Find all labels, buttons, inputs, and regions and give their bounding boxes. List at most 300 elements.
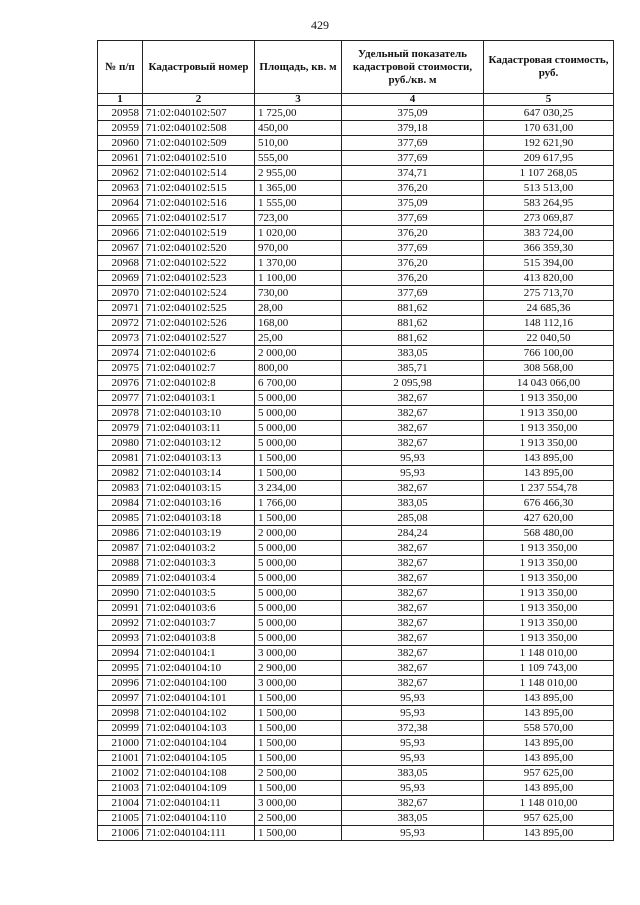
- cadastral-value-cell: 1 913 350,00: [484, 586, 614, 601]
- cadastral-number-cell: 71:02:040102:8: [143, 376, 255, 391]
- area-cell: 25,00: [255, 331, 342, 346]
- cadastral-value-cell: 1 913 350,00: [484, 631, 614, 646]
- cadastral-value-cell: 14 043 066,00: [484, 376, 614, 391]
- specific-value-cell: 95,93: [342, 781, 484, 796]
- cadastral-number-cell: 71:02:040102:514: [143, 166, 255, 181]
- table-row: [98, 676, 614, 691]
- cadastral-number-cell: 71:02:040103:19: [143, 526, 255, 541]
- row-number-cell: 20962: [98, 166, 143, 181]
- table-row: [98, 241, 614, 256]
- cadastral-number-cell: 71:02:040104:109: [143, 781, 255, 796]
- table-row: [98, 286, 614, 301]
- row-number-cell: 20983: [98, 481, 143, 496]
- area-cell: 555,00: [255, 151, 342, 166]
- cadastral-value-cell: 957 625,00: [484, 766, 614, 781]
- specific-value-cell: 376,20: [342, 181, 484, 196]
- cadastral-value-cell: 143 895,00: [484, 451, 614, 466]
- cadastral-value-cell: 1 913 350,00: [484, 616, 614, 631]
- row-number-cell: 20958: [98, 106, 143, 121]
- area-cell: 2 000,00: [255, 346, 342, 361]
- row-number-cell: 20966: [98, 226, 143, 241]
- table-row: [98, 421, 614, 436]
- table-row: [98, 226, 614, 241]
- area-cell: 5 000,00: [255, 616, 342, 631]
- cadastral-value-cell: 766 100,00: [484, 346, 614, 361]
- area-cell: 1 766,00: [255, 496, 342, 511]
- header-area: Площадь, кв. м: [255, 41, 342, 94]
- area-cell: 6 700,00: [255, 376, 342, 391]
- specific-value-cell: 374,71: [342, 166, 484, 181]
- row-number-cell: 20970: [98, 286, 143, 301]
- column-number: 2: [143, 94, 255, 106]
- row-number-cell: 20960: [98, 136, 143, 151]
- table-row: [98, 766, 614, 781]
- row-number-cell: 20986: [98, 526, 143, 541]
- specific-value-cell: 383,05: [342, 811, 484, 826]
- table-row: [98, 121, 614, 136]
- table-row: [98, 796, 614, 811]
- cadastral-value-cell: 558 570,00: [484, 721, 614, 736]
- cadastral-value-cell: 209 617,95: [484, 151, 614, 166]
- area-cell: 1 500,00: [255, 706, 342, 721]
- cadastral-value-cell: 143 895,00: [484, 826, 614, 841]
- cadastral-number-cell: 71:02:040102:508: [143, 121, 255, 136]
- cadastral-number-cell: 71:02:040103:12: [143, 436, 255, 451]
- area-cell: 510,00: [255, 136, 342, 151]
- cadastral-value-cell: 275 713,70: [484, 286, 614, 301]
- specific-value-cell: 383,05: [342, 346, 484, 361]
- table-row: [98, 661, 614, 676]
- area-cell: 2 000,00: [255, 526, 342, 541]
- cadastral-number-cell: 71:02:040103:4: [143, 571, 255, 586]
- row-number-cell: 20979: [98, 421, 143, 436]
- cadastral-number-cell: 71:02:040102:520: [143, 241, 255, 256]
- row-number-cell: 20959: [98, 121, 143, 136]
- cadastral-number-cell: 71:02:040102:527: [143, 331, 255, 346]
- column-number: 1: [98, 94, 143, 106]
- area-cell: 723,00: [255, 211, 342, 226]
- table-row: [98, 646, 614, 661]
- area-cell: 5 000,00: [255, 436, 342, 451]
- specific-value-cell: 382,67: [342, 436, 484, 451]
- specific-value-cell: 375,09: [342, 106, 484, 121]
- area-cell: 28,00: [255, 301, 342, 316]
- specific-value-cell: 385,71: [342, 361, 484, 376]
- area-cell: 5 000,00: [255, 556, 342, 571]
- table-row: [98, 496, 614, 511]
- cadastral-number-cell: 71:02:040103:2: [143, 541, 255, 556]
- row-number-cell: 20965: [98, 211, 143, 226]
- specific-value-cell: 382,67: [342, 556, 484, 571]
- specific-value-cell: 377,69: [342, 211, 484, 226]
- area-cell: 1 100,00: [255, 271, 342, 286]
- area-cell: 5 000,00: [255, 391, 342, 406]
- cadastral-number-cell: 71:02:040102:510: [143, 151, 255, 166]
- specific-value-cell: 382,67: [342, 646, 484, 661]
- row-number-cell: 20972: [98, 316, 143, 331]
- row-number-cell: 21005: [98, 811, 143, 826]
- table-row: [98, 391, 614, 406]
- row-number-cell: 20984: [98, 496, 143, 511]
- header-specific-value: Удельный показатель кадастровой стоимости, руб./кв. м: [342, 41, 484, 94]
- cadastral-value-cell: 143 895,00: [484, 466, 614, 481]
- specific-value-cell: 379,18: [342, 121, 484, 136]
- cadastral-number-cell: 71:02:040103:11: [143, 421, 255, 436]
- area-cell: 1 725,00: [255, 106, 342, 121]
- cadastral-value-table: [97, 40, 614, 841]
- table-row: [98, 826, 614, 841]
- cadastral-value-cell: 143 895,00: [484, 691, 614, 706]
- cadastral-number-cell: 71:02:040103:3: [143, 556, 255, 571]
- row-number-cell: 20995: [98, 661, 143, 676]
- row-number-cell: 20967: [98, 241, 143, 256]
- cadastral-value-cell: 647 030,25: [484, 106, 614, 121]
- area-cell: 1 500,00: [255, 511, 342, 526]
- specific-value-cell: 382,67: [342, 586, 484, 601]
- row-number-cell: 20969: [98, 271, 143, 286]
- row-number-cell: 21006: [98, 826, 143, 841]
- cadastral-value-cell: 143 895,00: [484, 781, 614, 796]
- table-row: [98, 301, 614, 316]
- row-number-cell: 20980: [98, 436, 143, 451]
- cadastral-value-cell: 1 913 350,00: [484, 436, 614, 451]
- specific-value-cell: 881,62: [342, 316, 484, 331]
- specific-value-cell: 95,93: [342, 736, 484, 751]
- area-cell: 2 900,00: [255, 661, 342, 676]
- area-cell: 1 500,00: [255, 751, 342, 766]
- area-cell: 1 555,00: [255, 196, 342, 211]
- row-number-cell: 20977: [98, 391, 143, 406]
- row-number-cell: 20975: [98, 361, 143, 376]
- row-number-cell: 20999: [98, 721, 143, 736]
- specific-value-cell: 376,20: [342, 256, 484, 271]
- specific-value-cell: 383,05: [342, 766, 484, 781]
- table-row: [98, 481, 614, 496]
- cadastral-value-cell: 957 625,00: [484, 811, 614, 826]
- row-number-cell: 20974: [98, 346, 143, 361]
- cadastral-value-cell: 413 820,00: [484, 271, 614, 286]
- specific-value-cell: 375,09: [342, 196, 484, 211]
- row-number-cell: 20998: [98, 706, 143, 721]
- cadastral-value-cell: 383 724,00: [484, 226, 614, 241]
- table-row: [98, 181, 614, 196]
- area-cell: 1 500,00: [255, 781, 342, 796]
- cadastral-value-cell: 192 621,90: [484, 136, 614, 151]
- cadastral-value-cell: 1 913 350,00: [484, 601, 614, 616]
- table-row: [98, 376, 614, 391]
- specific-value-cell: 382,67: [342, 421, 484, 436]
- cadastral-value-cell: 1 148 010,00: [484, 796, 614, 811]
- specific-value-cell: 95,93: [342, 691, 484, 706]
- area-cell: 2 500,00: [255, 811, 342, 826]
- area-cell: 1 500,00: [255, 691, 342, 706]
- area-cell: 5 000,00: [255, 586, 342, 601]
- row-number-cell: 20988: [98, 556, 143, 571]
- cadastral-number-cell: 71:02:040102:517: [143, 211, 255, 226]
- area-cell: 5 000,00: [255, 571, 342, 586]
- area-cell: 970,00: [255, 241, 342, 256]
- cadastral-number-cell: 71:02:040103:1: [143, 391, 255, 406]
- area-cell: 5 000,00: [255, 406, 342, 421]
- cadastral-number-cell: 71:02:040104:108: [143, 766, 255, 781]
- cadastral-value-cell: 1 109 743,00: [484, 661, 614, 676]
- specific-value-cell: 382,67: [342, 541, 484, 556]
- row-number-cell: 21003: [98, 781, 143, 796]
- area-cell: 1 500,00: [255, 736, 342, 751]
- cadastral-number-cell: 71:02:040103:13: [143, 451, 255, 466]
- cadastral-value-cell: 513 513,00: [484, 181, 614, 196]
- table-row: [98, 541, 614, 556]
- row-number-cell: 20993: [98, 631, 143, 646]
- area-cell: 800,00: [255, 361, 342, 376]
- table-row: [98, 691, 614, 706]
- column-number: 4: [342, 94, 484, 106]
- row-number-cell: 20994: [98, 646, 143, 661]
- cadastral-number-cell: 71:02:040102:525: [143, 301, 255, 316]
- cadastral-value-cell: 1 148 010,00: [484, 646, 614, 661]
- table-row: [98, 571, 614, 586]
- row-number-cell: 20996: [98, 676, 143, 691]
- cadastral-number-cell: 71:02:040104:101: [143, 691, 255, 706]
- specific-value-cell: 382,67: [342, 481, 484, 496]
- table-row: [98, 526, 614, 541]
- table-row: [98, 106, 614, 121]
- cadastral-number-cell: 71:02:040104:110: [143, 811, 255, 826]
- row-number-cell: 21002: [98, 766, 143, 781]
- cadastral-number-cell: 71:02:040103:16: [143, 496, 255, 511]
- specific-value-cell: 285,08: [342, 511, 484, 526]
- cadastral-value-cell: 366 359,30: [484, 241, 614, 256]
- table-row: [98, 736, 614, 751]
- area-cell: 1 020,00: [255, 226, 342, 241]
- table-row: [98, 721, 614, 736]
- area-cell: 1 500,00: [255, 826, 342, 841]
- table-body: [98, 106, 614, 841]
- cadastral-number-cell: 71:02:040102:509: [143, 136, 255, 151]
- cadastral-number-cell: 71:02:040103:18: [143, 511, 255, 526]
- cadastral-number-cell: 71:02:040103:10: [143, 406, 255, 421]
- specific-value-cell: 383,05: [342, 496, 484, 511]
- table-row: [98, 331, 614, 346]
- table-row: [98, 406, 614, 421]
- row-number-cell: 20973: [98, 331, 143, 346]
- row-number-cell: 20971: [98, 301, 143, 316]
- cadastral-number-cell: 71:02:040102:515: [143, 181, 255, 196]
- specific-value-cell: 377,69: [342, 136, 484, 151]
- area-cell: 1 370,00: [255, 256, 342, 271]
- cadastral-number-cell: 71:02:040102:522: [143, 256, 255, 271]
- cadastral-number-cell: 71:02:040102:507: [143, 106, 255, 121]
- cadastral-value-cell: 22 040,50: [484, 331, 614, 346]
- table-row: [98, 451, 614, 466]
- row-number-cell: 20976: [98, 376, 143, 391]
- column-number: 5: [484, 94, 614, 106]
- column-number: 3: [255, 94, 342, 106]
- specific-value-cell: 382,67: [342, 796, 484, 811]
- cadastral-value-cell: 1 913 350,00: [484, 571, 614, 586]
- cadastral-value-cell: 1 913 350,00: [484, 541, 614, 556]
- table-row: [98, 706, 614, 721]
- cadastral-number-cell: 71:02:040104:11: [143, 796, 255, 811]
- cadastral-number-cell: 71:02:040102:526: [143, 316, 255, 331]
- cadastral-number-cell: 71:02:040104:105: [143, 751, 255, 766]
- cadastral-value-cell: 1 913 350,00: [484, 556, 614, 571]
- row-number-cell: 20990: [98, 586, 143, 601]
- header-row-number: № п/п: [98, 41, 143, 94]
- specific-value-cell: 2 095,98: [342, 376, 484, 391]
- table-row: [98, 616, 614, 631]
- cadastral-value-cell: 273 069,87: [484, 211, 614, 226]
- area-cell: 3 000,00: [255, 796, 342, 811]
- specific-value-cell: 95,93: [342, 751, 484, 766]
- cadastral-value-cell: 1 237 554,78: [484, 481, 614, 496]
- cadastral-number-cell: 71:02:040104:10: [143, 661, 255, 676]
- specific-value-cell: 382,67: [342, 601, 484, 616]
- specific-value-cell: 377,69: [342, 241, 484, 256]
- specific-value-cell: 382,67: [342, 406, 484, 421]
- area-cell: 450,00: [255, 121, 342, 136]
- cadastral-value-cell: 143 895,00: [484, 751, 614, 766]
- cadastral-number-cell: 71:02:040102:519: [143, 226, 255, 241]
- cadastral-number-cell: 71:02:040103:8: [143, 631, 255, 646]
- cadastral-value-cell: 1 913 350,00: [484, 406, 614, 421]
- cadastral-number-cell: 71:02:040103:14: [143, 466, 255, 481]
- table-row: [98, 211, 614, 226]
- area-cell: 2 955,00: [255, 166, 342, 181]
- cadastral-value-cell: 568 480,00: [484, 526, 614, 541]
- cadastral-value-cell: 515 394,00: [484, 256, 614, 271]
- cadastral-number-cell: 71:02:040102:516: [143, 196, 255, 211]
- area-cell: 1 500,00: [255, 451, 342, 466]
- cadastral-value-cell: 24 685,36: [484, 301, 614, 316]
- area-cell: 730,00: [255, 286, 342, 301]
- specific-value-cell: 95,93: [342, 706, 484, 721]
- row-number-cell: 21001: [98, 751, 143, 766]
- table-row: [98, 811, 614, 826]
- cadastral-value-cell: 1 148 010,00: [484, 676, 614, 691]
- cadastral-number-cell: 71:02:040104:104: [143, 736, 255, 751]
- cadastral-number-cell: 71:02:040103:7: [143, 616, 255, 631]
- area-cell: 3 234,00: [255, 481, 342, 496]
- row-number-cell: 20989: [98, 571, 143, 586]
- specific-value-cell: 881,62: [342, 301, 484, 316]
- specific-value-cell: 382,67: [342, 631, 484, 646]
- row-number-cell: 20997: [98, 691, 143, 706]
- specific-value-cell: 376,20: [342, 271, 484, 286]
- table-row: [98, 631, 614, 646]
- table-row: [98, 511, 614, 526]
- table-row: [98, 166, 614, 181]
- table-row: [98, 196, 614, 211]
- cadastral-value-cell: 1 913 350,00: [484, 421, 614, 436]
- area-cell: 2 500,00: [255, 766, 342, 781]
- row-number-cell: 20964: [98, 196, 143, 211]
- row-number-cell: 20963: [98, 181, 143, 196]
- cadastral-number-cell: 71:02:040102:523: [143, 271, 255, 286]
- row-number-cell: 20991: [98, 601, 143, 616]
- area-cell: 5 000,00: [255, 421, 342, 436]
- specific-value-cell: 95,93: [342, 466, 484, 481]
- specific-value-cell: 382,67: [342, 391, 484, 406]
- table-row: [98, 256, 614, 271]
- row-number-cell: 20992: [98, 616, 143, 631]
- cadastral-number-cell: 71:02:040104:102: [143, 706, 255, 721]
- table-row: [98, 556, 614, 571]
- area-cell: 3 000,00: [255, 646, 342, 661]
- specific-value-cell: 284,24: [342, 526, 484, 541]
- header-cadastral-number: Кадастровый номер: [143, 41, 255, 94]
- row-number-cell: 20981: [98, 451, 143, 466]
- row-number-cell: 20968: [98, 256, 143, 271]
- row-number-cell: 20978: [98, 406, 143, 421]
- specific-value-cell: 377,69: [342, 151, 484, 166]
- cadastral-value-cell: 583 264,95: [484, 196, 614, 211]
- cadastral-number-cell: 71:02:040102:524: [143, 286, 255, 301]
- cadastral-value-cell: 1 107 268,05: [484, 166, 614, 181]
- specific-value-cell: 382,67: [342, 676, 484, 691]
- row-number-cell: 21000: [98, 736, 143, 751]
- cadastral-value-cell: 143 895,00: [484, 736, 614, 751]
- cadastral-value-cell: 308 568,00: [484, 361, 614, 376]
- area-cell: 1 500,00: [255, 466, 342, 481]
- cadastral-value-cell: 427 620,00: [484, 511, 614, 526]
- specific-value-cell: 881,62: [342, 331, 484, 346]
- cadastral-number-cell: 71:02:040102:6: [143, 346, 255, 361]
- specific-value-cell: 95,93: [342, 826, 484, 841]
- specific-value-cell: 382,67: [342, 661, 484, 676]
- header-cadastral-value: Кадастровая стоимость, руб.: [484, 41, 614, 94]
- cadastral-number-cell: 71:02:040104:111: [143, 826, 255, 841]
- table-row: [98, 136, 614, 151]
- cadastral-number-cell: 71:02:040104:103: [143, 721, 255, 736]
- cadastral-number-cell: 71:02:040104:1: [143, 646, 255, 661]
- area-cell: 1 500,00: [255, 721, 342, 736]
- specific-value-cell: 95,93: [342, 451, 484, 466]
- cadastral-number-cell: 71:02:040104:100: [143, 676, 255, 691]
- page-number: 429: [311, 18, 329, 32]
- cadastral-value-cell: 1 913 350,00: [484, 391, 614, 406]
- cadastral-value-cell: 148 112,16: [484, 316, 614, 331]
- row-number-cell: 20961: [98, 151, 143, 166]
- cadastral-value-cell: 676 466,30: [484, 496, 614, 511]
- specific-value-cell: 376,20: [342, 226, 484, 241]
- specific-value-cell: 377,69: [342, 286, 484, 301]
- table-row: [98, 316, 614, 331]
- cadastral-number-cell: 71:02:040103:6: [143, 601, 255, 616]
- table-row: [98, 436, 614, 451]
- table-row: [98, 151, 614, 166]
- area-cell: 5 000,00: [255, 601, 342, 616]
- table-row: [98, 361, 614, 376]
- table-row: [98, 601, 614, 616]
- specific-value-cell: 372,38: [342, 721, 484, 736]
- area-cell: 168,00: [255, 316, 342, 331]
- table-row: [98, 781, 614, 796]
- cadastral-number-cell: 71:02:040103:5: [143, 586, 255, 601]
- cadastral-value-cell: 170 631,00: [484, 121, 614, 136]
- area-cell: 5 000,00: [255, 541, 342, 556]
- cadastral-number-cell: 71:02:040102:7: [143, 361, 255, 376]
- specific-value-cell: 382,67: [342, 616, 484, 631]
- cadastral-number-cell: 71:02:040103:15: [143, 481, 255, 496]
- row-number-cell: 20982: [98, 466, 143, 481]
- area-cell: 1 365,00: [255, 181, 342, 196]
- row-number-cell: 20987: [98, 541, 143, 556]
- area-cell: 3 000,00: [255, 676, 342, 691]
- column-number-row: [98, 94, 614, 106]
- table-row: [98, 346, 614, 361]
- table-header-row: [98, 41, 614, 94]
